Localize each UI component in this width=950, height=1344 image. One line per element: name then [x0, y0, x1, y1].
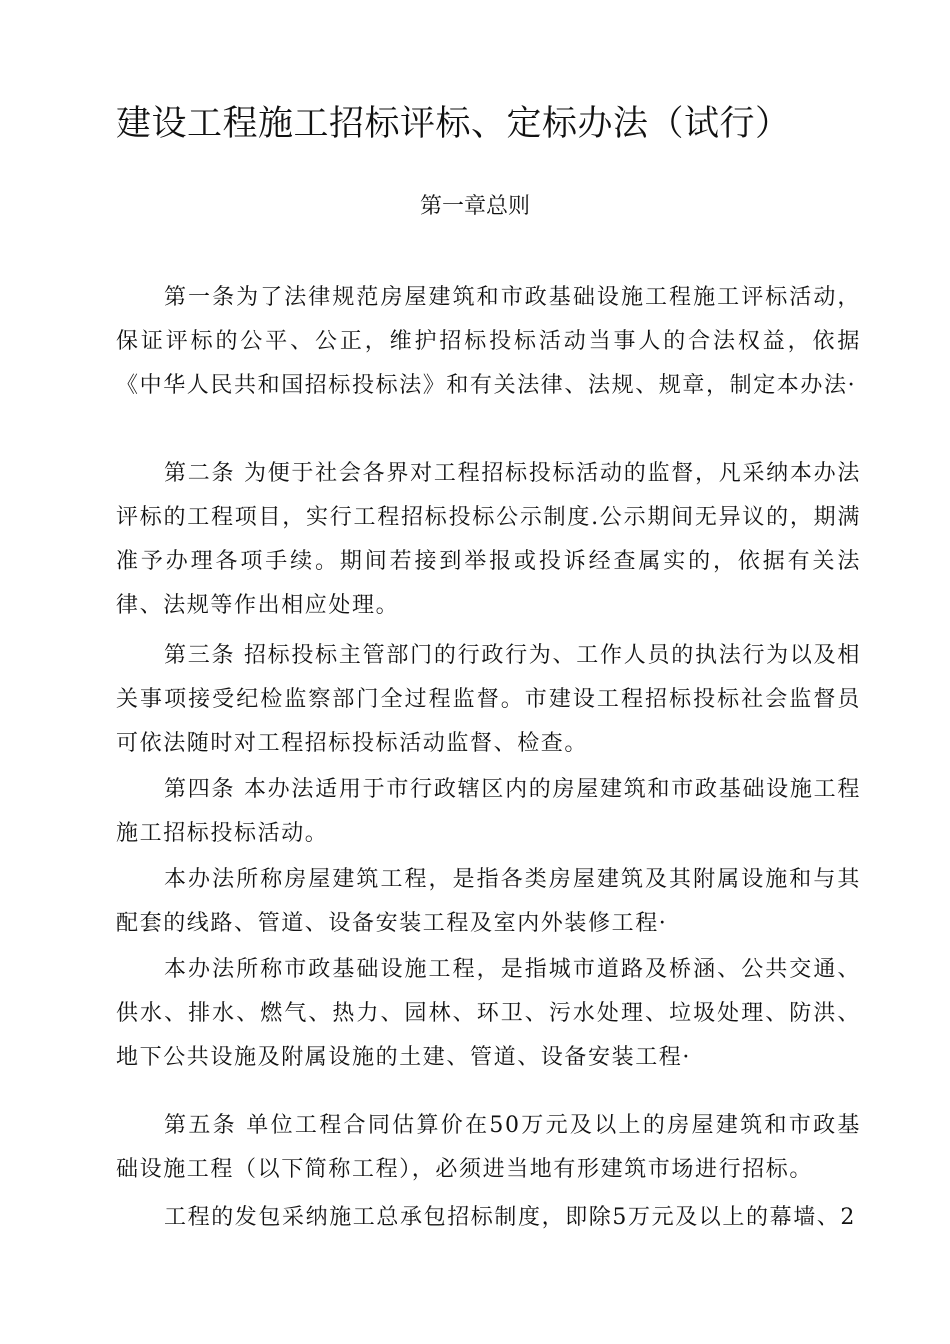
article-1-paragraph: 第一条为了法律规范房屋建筑和市政基础设施工程施工评标活动，保证评标的公平、公正，维护招标投标活动当事人的合法权益，依据《中华人民共和国招标投标法》和有关法律、法规、规章，制定本办法·: [116, 285, 861, 398]
general-contracting-paragraph: 工程的发包采纳施工总承包招标制度，即除5万元及以上的幕墙、2: [164, 1205, 856, 1230]
article-4-paragraph: 第四条 本办法适用于市行政辖区内的房屋建筑和市政基础设施工程施工招标投标活动。: [116, 777, 861, 846]
article-5-paragraph: 第五条 单位工程合同估算价在50万元及以上的房屋建筑和市政基础设施工程（以下简称工程），必须进当地有形建筑市场进行招标。: [116, 1113, 861, 1182]
article-2-paragraph: 第二条 为便于社会各界对工程招标投标活动的监督，凡采纳本办法评标的工程项目，实行工程招标投标公示制度.公示期间无异议的，期满准予办理各项手续。期间若接到举报或投诉经查属实的，依据有关法律、法规等作出相应处理。: [116, 461, 861, 618]
article-3-paragraph: 第三条 招标投标主管部门的行政行为、工作人员的执法行为以及相关事项接受纪检监察部门全过程监督。市建设工程招标投标社会监督员可依法随时对工程招标投标活动监督、检查。: [116, 643, 861, 756]
document-title: 建设工程施工招标评标、定标办法（试行）: [116, 104, 791, 144]
chapter-heading: 第一章总则: [419, 194, 530, 219]
building-works-definition-paragraph: 本办法所称房屋建筑工程，是指各类房屋建筑及其附属设施和与其配套的线路、管道、设备安装工程及室内外装修工程·: [116, 867, 861, 936]
municipal-works-definition-paragraph: 本办法所称市政基础设施工程，是指城市道路及桥涵、公共交通、供水、排水、燃气、热力、园林、环卫、污水处理、垃圾处理、防洪、地下公共设施及附属设施的土建、管道、设备安装工程·: [116, 957, 861, 1070]
